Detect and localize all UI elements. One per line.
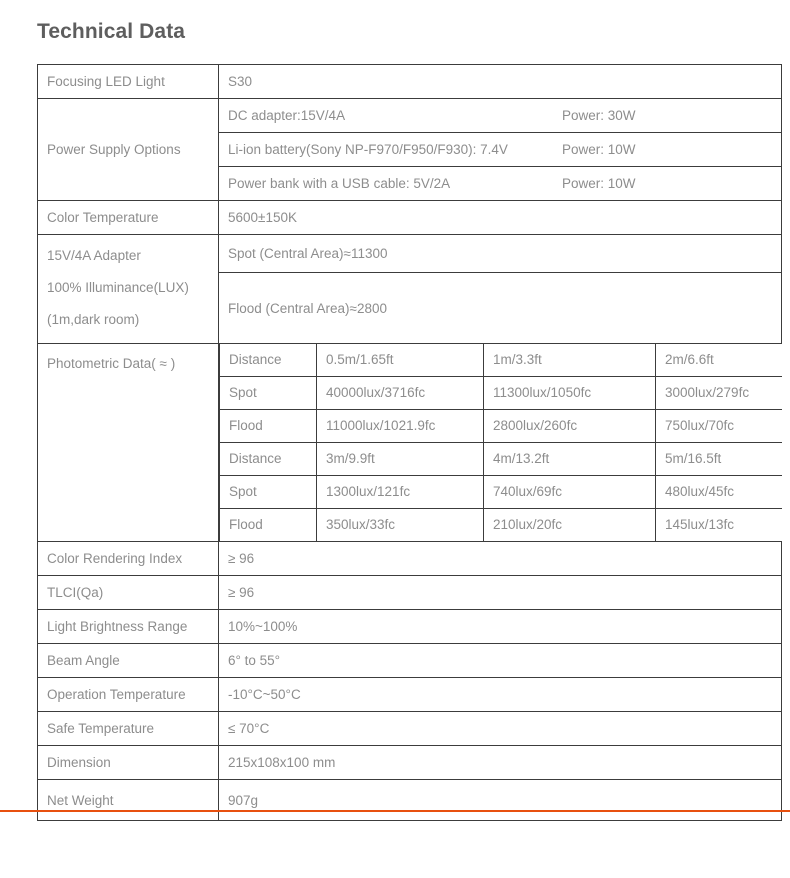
table-row-brightness-range bbox=[38, 610, 782, 644]
table-row-model bbox=[38, 65, 782, 99]
table-row-safe-temperature bbox=[38, 712, 782, 746]
illuminance-label-line-3: (1m,dark room) bbox=[47, 312, 140, 327]
photometric-spot-value: 40000lux/3716fc bbox=[317, 377, 484, 410]
photometric-spot-value: 3000lux/279fc bbox=[656, 377, 782, 410]
row-label-net-weight: Net Weight bbox=[38, 780, 219, 821]
photometric-flood-value: 11000lux/1021.9fc bbox=[317, 410, 484, 443]
photometric-flood-value: 350lux/33fc bbox=[317, 509, 484, 542]
table-row-dimension bbox=[38, 746, 782, 780]
photometric-label-distance: Distance bbox=[220, 443, 317, 476]
row-label-color-temperature: Color Temperature bbox=[38, 201, 219, 235]
illuminance-label-line-1: 15V/4A Adapter bbox=[47, 248, 141, 263]
power-option-wattage: Power: 30W bbox=[562, 108, 636, 123]
illuminance-flood-value: Flood (Central Area)≈2800 bbox=[219, 273, 782, 344]
table-row-power-supply-1 bbox=[38, 99, 782, 133]
row-label-operation-temperature: Operation Temperature bbox=[38, 678, 219, 712]
table-row-photometric bbox=[38, 344, 782, 542]
table-row-beam-angle bbox=[38, 644, 782, 678]
row-label-photometric: Photometric Data( ≈ ) bbox=[38, 344, 219, 542]
technical-data-table bbox=[37, 64, 782, 821]
row-value-brightness-range: 10%~100% bbox=[219, 610, 782, 644]
illuminance-spot-value: Spot (Central Area)≈11300 bbox=[219, 235, 782, 273]
table-row-color-temperature bbox=[38, 201, 782, 235]
photometric-distance-value: 5m/16.5ft bbox=[656, 443, 782, 476]
power-option-wattage: Power: 10W bbox=[562, 176, 636, 191]
row-value-net-weight: 907g bbox=[219, 780, 782, 821]
table-row-tlci bbox=[38, 576, 782, 610]
table-row-cri bbox=[38, 542, 782, 576]
row-label-illuminance bbox=[38, 235, 219, 344]
photometric-label-spot: Spot bbox=[220, 476, 317, 509]
power-option-description: DC adapter:15V/4A bbox=[228, 108, 346, 123]
photometric-label-flood: Flood bbox=[220, 410, 317, 443]
photometric-data-container bbox=[219, 344, 782, 542]
photometric-spot-value: 480lux/45fc bbox=[656, 476, 782, 509]
row-value-tlci: ≥ 96 bbox=[219, 576, 782, 610]
row-label-cri: Color Rendering Index bbox=[38, 542, 219, 576]
photometric-spot-value: 11300lux/1050fc bbox=[484, 377, 656, 410]
power-option-description: Power bank with a USB cable: 5V/2A bbox=[228, 176, 451, 191]
illuminance-label-line-2: 100% Illuminance(LUX) bbox=[47, 280, 189, 295]
photometric-row-distance-1 bbox=[220, 344, 782, 377]
photometric-table bbox=[219, 344, 782, 541]
page-title: Technical Data bbox=[37, 20, 186, 43]
photometric-row-flood-1 bbox=[220, 410, 782, 443]
row-value-cri: ≥ 96 bbox=[219, 542, 782, 576]
photometric-distance-value: 2m/6.6ft bbox=[656, 344, 782, 377]
photometric-spot-value: 740lux/69fc bbox=[484, 476, 656, 509]
row-value-model: S30 bbox=[219, 65, 782, 99]
photometric-label-flood: Flood bbox=[220, 509, 317, 542]
row-label-beam-angle: Beam Angle bbox=[38, 644, 219, 678]
photometric-distance-value: 0.5m/1.65ft bbox=[317, 344, 484, 377]
row-label-tlci: TLCI(Qa) bbox=[38, 576, 219, 610]
photometric-distance-value: 3m/9.9ft bbox=[317, 443, 484, 476]
row-label-dimension: Dimension bbox=[38, 746, 219, 780]
photometric-row-spot-2 bbox=[220, 476, 782, 509]
row-value-safe-temperature: ≤ 70°C bbox=[219, 712, 782, 746]
power-option-description: Li-ion battery(Sony NP-F970/F950/F930): 7.4V bbox=[228, 142, 508, 157]
photometric-label-spot: Spot bbox=[220, 377, 317, 410]
table-row-net-weight bbox=[38, 780, 782, 821]
row-value-beam-angle: 6° to 55° bbox=[219, 644, 782, 678]
power-supply-option-3 bbox=[219, 167, 782, 201]
photometric-row-distance-2 bbox=[220, 443, 782, 476]
photometric-spot-value: 1300lux/121fc bbox=[317, 476, 484, 509]
table-row-operation-temperature bbox=[38, 678, 782, 712]
photometric-flood-value: 750lux/70fc bbox=[656, 410, 782, 443]
row-value-color-temperature: 5600±150K bbox=[219, 201, 782, 235]
row-label-model: Focusing LED Light bbox=[38, 65, 219, 99]
power-supply-option-1 bbox=[219, 99, 782, 133]
photometric-row-flood-2 bbox=[220, 509, 782, 542]
photometric-row-spot-1 bbox=[220, 377, 782, 410]
photometric-flood-value: 210lux/20fc bbox=[484, 509, 656, 542]
photometric-flood-value: 145lux/13fc bbox=[656, 509, 782, 542]
accent-divider bbox=[0, 810, 790, 812]
photometric-label-distance: Distance bbox=[220, 344, 317, 377]
photometric-distance-value: 1m/3.3ft bbox=[484, 344, 656, 377]
photometric-flood-value: 2800lux/260fc bbox=[484, 410, 656, 443]
row-value-operation-temperature: -10°C~50°C bbox=[219, 678, 782, 712]
row-value-dimension: 215x108x100 mm bbox=[219, 746, 782, 780]
row-label-safe-temperature: Safe Temperature bbox=[38, 712, 219, 746]
power-option-wattage: Power: 10W bbox=[562, 142, 636, 157]
photometric-distance-value: 4m/13.2ft bbox=[484, 443, 656, 476]
row-label-power-supply: Power Supply Options bbox=[38, 99, 219, 201]
table-row-illuminance-spot bbox=[38, 235, 782, 273]
power-supply-option-2 bbox=[219, 133, 782, 167]
row-label-brightness-range: Light Brightness Range bbox=[38, 610, 219, 644]
